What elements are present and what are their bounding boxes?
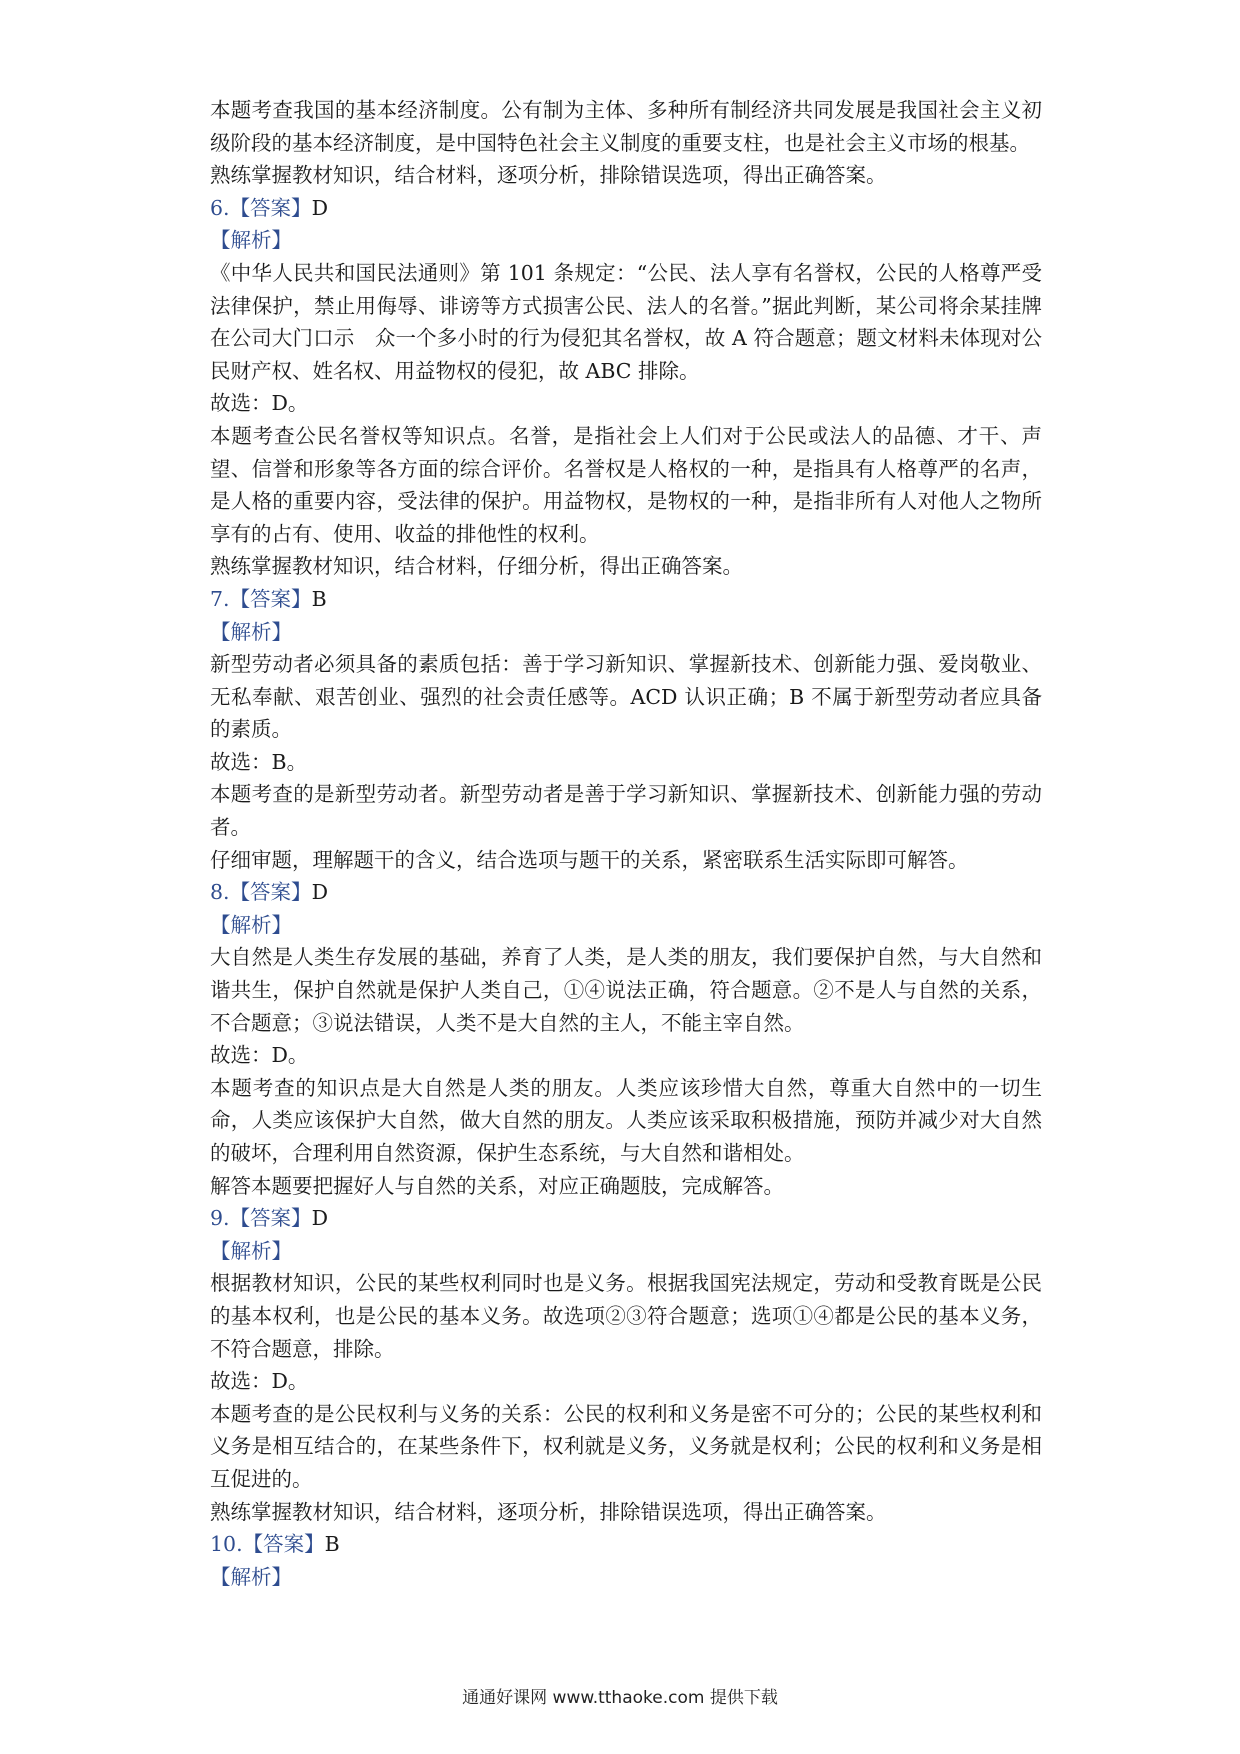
intro-paragraph-1: 本题考查我国的基本经济制度。公有制为主体、多种所有制经济共同发展是我国社会主义初级阶段的基本经济制度，是中国特色社会主义制度的重要支柱，也是社会主义市场的根基。 (210, 98, 1042, 155)
q9-paragraph-4: 熟练掌握教材知识，结合材料，逐项分析，排除错误选项，得出正确答案。 (210, 1499, 887, 1524)
q7-answer-line (210, 583, 1042, 616)
q6-paragraph-1: 《中华人民共和国民法通则》第 101 条规定：“公民、法人享有名誉权，公民的人格尊严受法律保护，禁止用侮辱、诽谤等方式损害公民、法人的名誉。”据此判断，某公司将余某挂牌在公司大门口示 众一个多小时的行为侵犯其名誉权，故 A 符合题意；题文材料未体现对公民财产权、姓名权、用益物权的侵犯，故 ABC 排除。 (210, 260, 1042, 383)
q9-analysis-tag: 【解析】 (210, 1238, 292, 1263)
q10-answer-tag: 【答案】 (242, 1532, 325, 1557)
answer-analysis-content (210, 94, 1042, 1593)
q8-answer: D (311, 880, 328, 905)
q8-paragraph-4: 解答本题要把握好人与自然的关系，对应正确题肢，完成解答。 (210, 1173, 784, 1198)
q6-number: 6. (210, 195, 230, 220)
q8-paragraph-2: 故选：D。 (210, 1043, 309, 1068)
q6-paragraph-3: 本题考查公民名誉权等知识点。名誉，是指社会上人们对于公民或法人的品德、才干、声望、信誉和形象等各方面的综合评价。名誉权是人格权的一种，是指具有人格尊严的名声，是人格的重要内容，受法律的保护。用益物权，是物权的一种，是指非所有人对他人之物所享有的占有、使用、收益的排他性的权利。 (210, 423, 1042, 546)
q7-analysis-tag: 【解析】 (210, 619, 292, 644)
q8-answer-tag: 【答案】 (229, 880, 312, 905)
q6-analysis-tag: 【解析】 (210, 228, 292, 253)
q8-analysis-tag: 【解析】 (210, 912, 292, 937)
q6-paragraph-4: 熟练掌握教材知识，结合材料，仔细分析，得出正确答案。 (210, 554, 743, 579)
q9-paragraph-1: 根据教材知识，公民的某些权利同时也是义务。根据我国宪法规定，劳动和受教育既是公民的基本权利，也是公民的基本义务。故选项②③符合题意；选项①④都是公民的基本义务，不符合题意，排除。 (210, 1271, 1042, 1361)
q9-answer: D (311, 1206, 328, 1231)
q9-paragraph-2: 故选：D。 (210, 1369, 309, 1394)
q10-answer-line (210, 1528, 1042, 1561)
q7-paragraph-3: 本题考查的是新型劳动者。新型劳动者是善于学习新知识、掌握新技术、创新能力强的劳动者。 (210, 782, 1042, 840)
q7-answer: B (311, 586, 327, 611)
q6-answer-tag: 【答案】 (229, 195, 312, 220)
q8-paragraph-1: 大自然是人类生存发展的基础，养育了人类，是人类的朋友，我们要保护自然，与大自然和谐共生，保护自然就是保护人类自己，①④说法正确，符合题意。②不是人与自然的关系，不合题意；③说法错误，人类不是大自然的主人，不能主宰自然。 (210, 945, 1042, 1035)
intro-paragraph-2: 熟练掌握教材知识，结合材料，逐项分析，排除错误选项，得出正确答案。 (210, 163, 887, 188)
q10-number: 10. (210, 1532, 243, 1557)
q7-paragraph-1: 新型劳动者必须具备的素质包括：善于学习新知识、掌握新技术、创新能力强、爱岗敬业、无私奉献、艰苦创业、强烈的社会责任感等。ACD 认识正确；B 不属于新型劳动者应具备的素质。 (210, 652, 1042, 742)
q8-paragraph-3: 本题考查的知识点是大自然是人类的朋友。人类应该珍惜大自然，尊重大自然中的一切生命，人类应该保护大自然，做大自然的朋友。人类应该采取积极措施，预防并减少对大自然的破坏，合理利用自然资源，保护生态系统，与大自然和谐相处。 (210, 1075, 1042, 1165)
q6-paragraph-2: 故选：D。 (210, 391, 309, 416)
q8-number: 8. (210, 880, 230, 905)
q9-paragraph-3: 本题考查的是公民权利与义务的关系：公民的权利和义务是密不可分的；公民的某些权利和义务是相互结合的，在某些条件下，权利就是义务，义务就是权利；公民的权利和义务是相互促进的。 (210, 1401, 1042, 1491)
q7-paragraph-2: 故选：B。 (210, 749, 308, 774)
q10-analysis-tag: 【解析】 (210, 1564, 292, 1589)
q6-answer-line (210, 192, 1042, 225)
q8-answer-line (210, 876, 1042, 909)
q6-answer: D (311, 195, 328, 220)
q7-paragraph-4: 仔细审题，理解题干的含义，结合选项与题干的关系，紧密联系生活实际即可解答。 (210, 847, 969, 872)
q9-answer-tag: 【答案】 (229, 1206, 312, 1231)
q9-number: 9. (210, 1206, 230, 1231)
page-footer: 通通好课网 www.tthaoke.com 提供下载 (462, 1688, 778, 1708)
q9-answer-line (210, 1202, 1042, 1235)
q10-answer: B (324, 1532, 340, 1557)
q7-number: 7. (210, 586, 230, 611)
q7-answer-tag: 【答案】 (229, 586, 312, 611)
